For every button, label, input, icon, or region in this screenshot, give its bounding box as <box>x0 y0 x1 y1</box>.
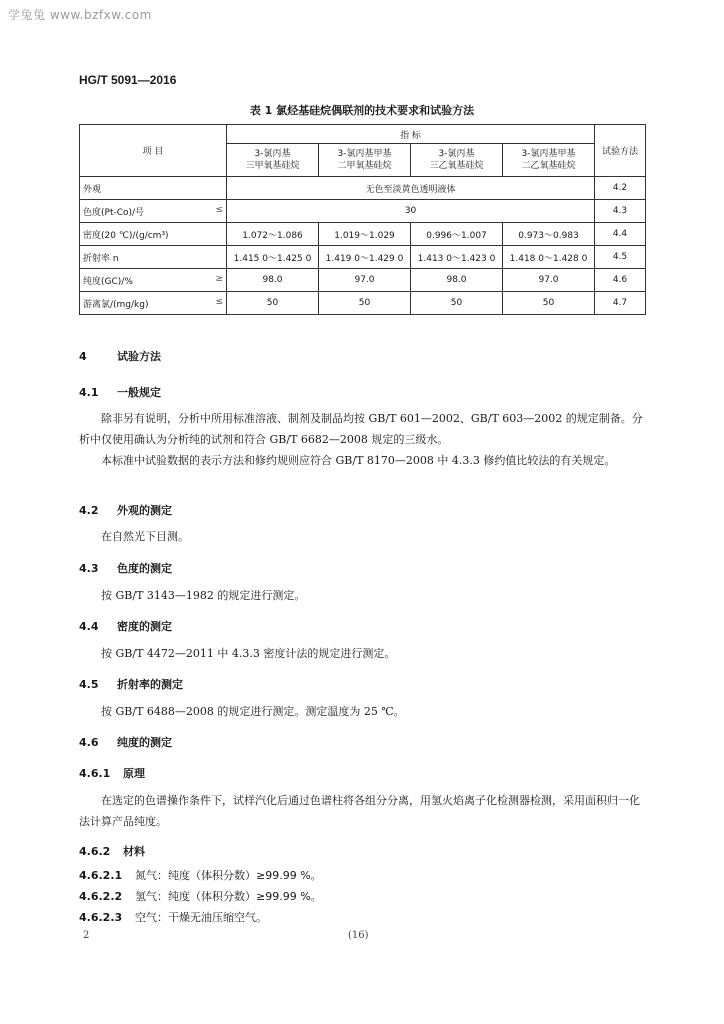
row-merged-value: 30 <box>227 200 595 223</box>
section-heading: 4.3 色度的测定 <box>79 562 172 575</box>
material-item: 4.6.2.1 氮气：纯度（体积分数）≥99.99 %。 <box>79 869 322 882</box>
material-item: 4.6.2.2 氢气：纯度（体积分数）≥99.99 %。 <box>79 890 322 903</box>
watermark: 学兔兔 www.bzfxw.com <box>8 8 152 22</box>
row-value: 1.415 0～1.425 0 <box>227 246 319 269</box>
row-item: 纯度(GC)/% ≥ <box>80 269 227 292</box>
table-title: 表 1 氯烃基硅烷偶联剂的技术要求和试验方法 <box>249 104 475 117</box>
row-merged-value: 无色至淡黄色透明液体 <box>227 177 595 200</box>
row-item: 外观 <box>80 177 227 200</box>
section-heading: 4.6.1 原理 <box>79 767 145 780</box>
table-row <box>80 269 646 292</box>
row-value: 97.0 <box>319 269 411 292</box>
page-number: 2 <box>83 930 90 941</box>
paragraph: 在自然光下目测。 <box>101 530 189 543</box>
section-heading: 4 试验方法 <box>79 350 161 363</box>
paragraph: 按 GB/T 3143—1982 的规定进行测定。 <box>101 589 306 602</box>
row-value: 1.413 0～1.423 0 <box>411 246 503 269</box>
row-value: 50 <box>319 292 411 315</box>
section-heading: 4.5 折射率的测定 <box>79 678 183 691</box>
row-value: 98.0 <box>227 269 319 292</box>
header-item: 项 目 <box>80 125 227 177</box>
product-header: 3-氯丙基 三甲氧基硅烷 <box>227 144 319 177</box>
section-heading: 4.6 纯度的测定 <box>79 736 172 749</box>
row-method: 4.7 <box>595 292 646 315</box>
table-row <box>80 292 646 315</box>
row-value: 1.419 0～1.429 0 <box>319 246 411 269</box>
product-header: 3-氯丙基甲基 二乙氧基硅烷 <box>503 144 595 177</box>
row-value: 50 <box>227 292 319 315</box>
row-item: 密度(20 ℃)/(g/cm³) <box>80 223 227 246</box>
paragraph: 按 GB/T 4472—2011 中 4.3.3 密度计法的规定进行测定。 <box>101 647 396 660</box>
section-heading: 4.1 一般规定 <box>79 386 161 399</box>
header-index: 指 标 <box>227 125 595 144</box>
table-row <box>80 246 646 269</box>
material-item: 4.6.2.3 空气：干燥无油压缩空气。 <box>79 911 267 924</box>
table-row <box>80 177 646 200</box>
row-value: 50 <box>411 292 503 315</box>
paragraph: 本标准中试验数据的表示方法和修约规则应符合 GB/T 8170—2008 中 4.3.3 修约值比较法的有关规定。 <box>101 454 616 467</box>
row-method: 4.6 <box>595 269 646 292</box>
table-row <box>80 200 646 223</box>
row-value: 1.019～1.029 <box>319 223 411 246</box>
row-value: 98.0 <box>411 269 503 292</box>
row-item: 游离氯/(mg/kg) ≤ <box>80 292 227 315</box>
table-header-row <box>80 125 646 144</box>
row-value: 0.973～0.983 <box>503 223 595 246</box>
row-item: 色度(Pt-Co)/号 ≤ <box>80 200 227 223</box>
paragraph: 除非另有说明，分析中所用标准溶液、制剂及制品均按 GB/T 601—2002、GB/T 603—2002 的规定制备。分析中仅使用确认为分析纯的试剂和符合 GB/T 6682—2008 规定的三级水。 <box>79 412 643 446</box>
page-serial: (16) <box>348 930 369 941</box>
product-header: 3-氯丙基甲基 二甲氧基硅烷 <box>319 144 411 177</box>
row-value: 50 <box>503 292 595 315</box>
row-value: 97.0 <box>503 269 595 292</box>
section-heading: 4.2 外观的测定 <box>79 504 172 517</box>
row-value: 1.418 0～1.428 0 <box>503 246 595 269</box>
standard-number: HG/T 5091—2016 <box>79 73 177 87</box>
paragraph: 在选定的色谱操作条件下，试样汽化后通过色谱柱将各组分分离，用氢火焰离子化检测器检测，采用面积归一化法计算产品纯度。 <box>79 794 640 828</box>
row-value: 1.072～1.086 <box>227 223 319 246</box>
row-method: 4.5 <box>595 246 646 269</box>
product-header: 3-氯丙基 三乙氧基硅烷 <box>411 144 503 177</box>
spec-table <box>79 124 646 315</box>
section-heading: 4.4 密度的测定 <box>79 620 172 633</box>
row-method: 4.2 <box>595 177 646 200</box>
row-method: 4.3 <box>595 200 646 223</box>
section-heading: 4.6.2 材料 <box>79 845 145 858</box>
header-method: 试验方法 <box>595 125 646 177</box>
paragraph: 按 GB/T 6488—2008 的规定进行测定。测定温度为 25 ℃。 <box>101 705 405 718</box>
row-item: 折射率 n <box>80 246 227 269</box>
table-row <box>80 223 646 246</box>
row-value: 0.996～1.007 <box>411 223 503 246</box>
row-method: 4.4 <box>595 223 646 246</box>
